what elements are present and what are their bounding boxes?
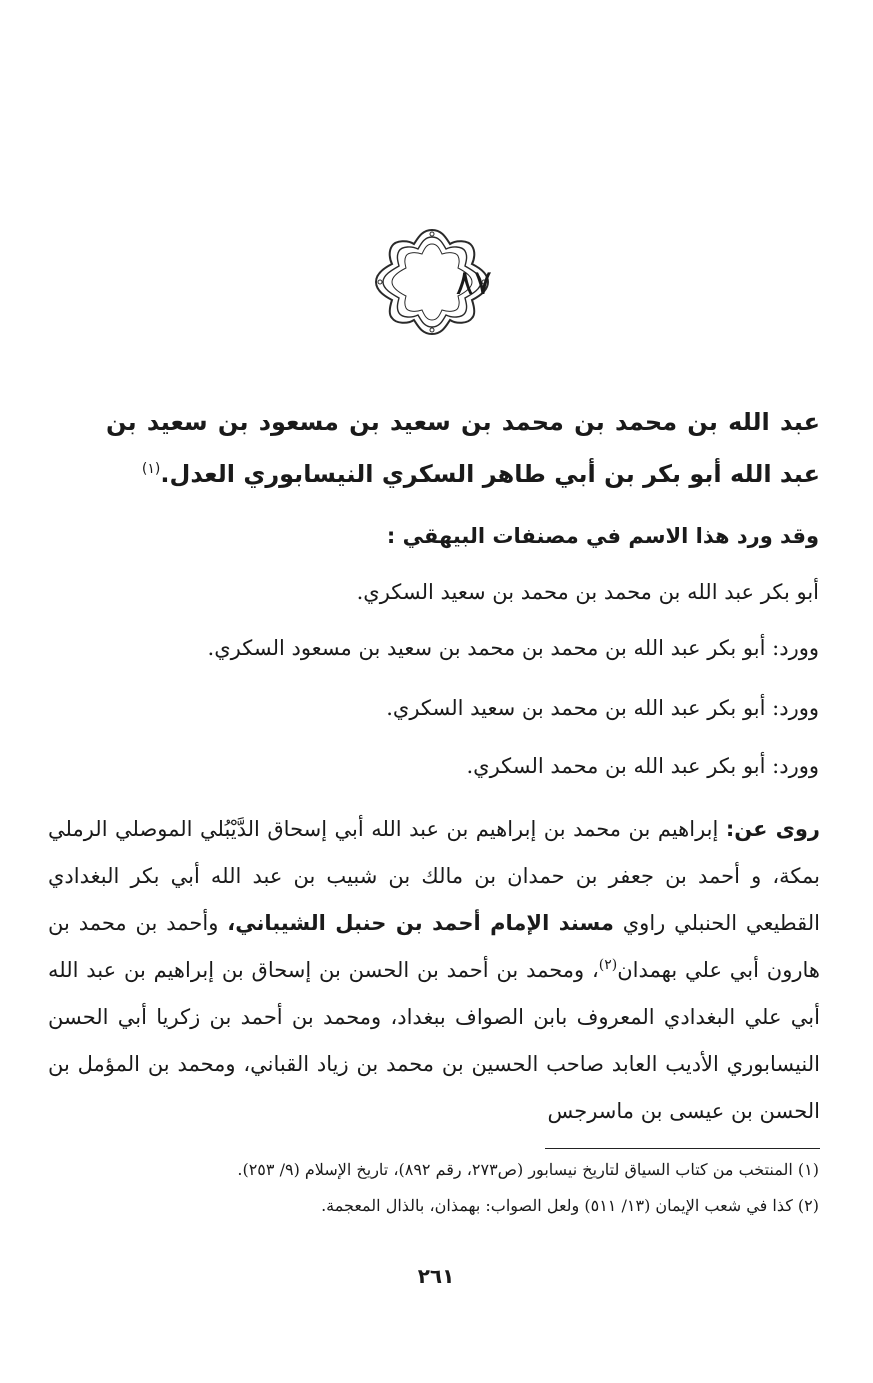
narrated-text-3: ، ومحمد بن أحمد بن الحسن بن إسحاق بن إبراهيم بن عبد الله أبي علي البغدادي المعروف بابن الصواف ببغداد، ومحمد بن أحمد بن زكريا أبي الحسن النيسابوري الأديب العابد صاحب الحسين بن محمد بن زياد القباني، ومحمد بن المؤمل بن الحسن بن عيسى بن ماسرجس (48, 958, 820, 1123)
narrated-text-1: إبراهيم بن محمد بن إبراهيم بن عبد الله أبي إسحاق الدَّيْبُلي الموصلي الرملي بمكة، و أحمد بن جعفر بن حمدان بن مالك بن شبيب بن عبد الله أبي بكر البغدادي القطيعي الحنبلي راوي (48, 817, 820, 935)
name-variant: وورد: أبو بكر عبد الله بن محمد بن سعيد السكري. (386, 696, 819, 720)
musnad-highlight: مسند الإمام أحمد بن حنبل الشيباني، (227, 911, 614, 935)
footnote-separator (545, 1148, 820, 1149)
narrators-paragraph (48, 806, 820, 1135)
footnote-ref-2: (٢) (598, 957, 618, 973)
entry-title (106, 396, 820, 500)
name-variant: وورد: أبو بكر عبد الله بن محمد السكري. (466, 754, 819, 778)
footnote: (١) المنتخب من كتاب السياق لتاريخ نيسابور (ص٢٧٣، رقم ٨٩٢)، تاريخ الإسلام (٩/ ٢٥٣). (237, 1160, 819, 1179)
narrated-lead: روى عن: (725, 817, 820, 841)
narrated-text-2: وأحمد بن محمد بن هارون أبي علي بهمدان (48, 911, 820, 982)
entry-number: ٨٧ (455, 263, 492, 303)
footnote-ref-1: (١) (141, 461, 161, 477)
subheading: وقد ورد هذا الاسم في مصنفات البيهقي : (386, 524, 819, 548)
name-variant: أبو بكر عبد الله بن محمد بن محمد بن سعيد السكري. (356, 580, 819, 604)
entry-title-text: عبد الله بن محمد بن محمد بن سعيد بن مسعود بن سعيد بن عبد الله أبو بكر بن أبي طاهر السكري النيسابوري العدل. (106, 408, 820, 488)
name-variant: وورد: أبو بكر عبد الله بن محمد بن محمد بن سعيد بن مسعود السكري. (207, 636, 819, 660)
page-number: ٢٦١ (417, 1264, 455, 1288)
footnote: (٢) كذا في شعب الإيمان (١٣/ ٥١١) ولعل الصواب: بهمذان، بالذال المعجمة. (321, 1196, 819, 1215)
